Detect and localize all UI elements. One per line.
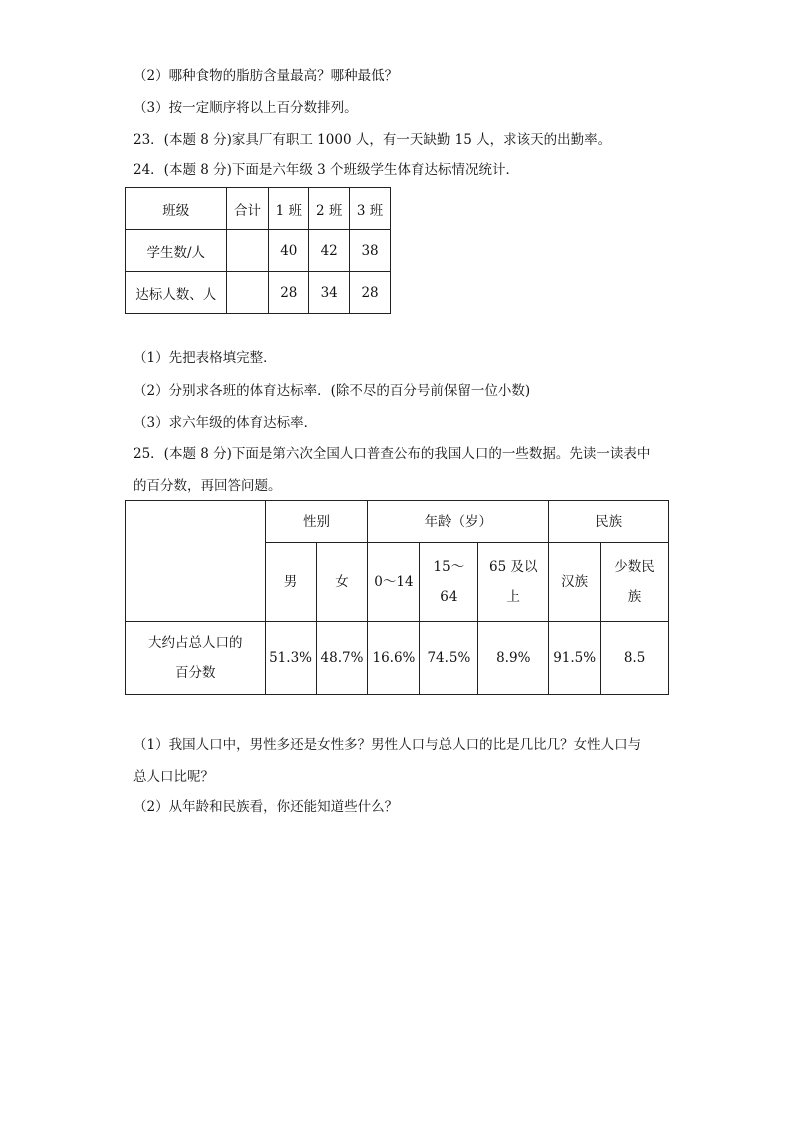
question-25-line-1: 25．(本题 8 分)下面是第六次全国人口普查公布的我国人口的一些数据。先读一读表中 — [133, 446, 651, 462]
class-fitness-table — [125, 187, 391, 314]
question-25-part-1-line-1: （1）我国人口中，男性多还是女性多？男性人口与总人口的比是几比几？女性人口与 — [133, 737, 642, 753]
table-cell: 40 — [269, 230, 309, 272]
table-header-row — [126, 188, 391, 230]
group-header-ethnicity: 民族 — [549, 501, 669, 543]
table-cell: 42 — [309, 230, 350, 272]
blank-corner-cell — [126, 501, 266, 622]
table-cell: 28 — [350, 272, 391, 314]
question-24-part-3: （3）求六年级的体育达标率． — [133, 415, 318, 431]
sub-header-cell: 男 — [265, 543, 316, 622]
question-24: 24．(本题 8 分)下面是六年级 3 个班级学生体育达标情况统计． — [133, 162, 520, 178]
sub-header-cell: 女 — [316, 543, 368, 622]
header-cell: 班级 — [126, 188, 227, 230]
question-22-part-3: （3）按一定顺序将以上百分数排列。 — [133, 100, 358, 116]
question-25-part-1-line-2: 总人口比呢？ — [133, 769, 214, 785]
table-row — [126, 230, 391, 272]
table-cell: 38 — [350, 230, 391, 272]
table-row — [126, 622, 669, 695]
table-cell: 16.6% — [368, 622, 420, 695]
table-cell: 28 — [269, 272, 309, 314]
header-cell: 2 班 — [309, 188, 350, 230]
row-label: 大约占总人口的百分数 — [126, 622, 266, 695]
question-24-part-1: （1）先把表格填完整． — [133, 350, 277, 366]
table-cell: 51.3% — [265, 622, 316, 695]
question-24-part-2: （2）分别求各班的体育达标率．(除不尽的百分号前保留一位小数) — [133, 383, 531, 399]
header-cell: 1 班 — [269, 188, 309, 230]
blank-total-cell — [226, 230, 269, 272]
row-label: 学生数/人 — [126, 230, 227, 272]
table-cell: 74.5% — [420, 622, 478, 695]
question-25-part-2: （2）从年龄和民族看，你还能知道些什么？ — [133, 799, 399, 815]
question-23: 23．(本题 8 分)家具厂有职工 1000 人，有一天缺勤 15 人，求该天的出勤率。 — [133, 132, 612, 148]
group-header-gender: 性别 — [265, 501, 368, 543]
sub-header-cell: 汉族 — [549, 543, 601, 622]
table-cell: 8.9% — [478, 622, 549, 695]
table-row — [126, 272, 391, 314]
sub-header-cell: 65 及以上 — [478, 543, 549, 622]
sub-header-cell: 0～14 — [368, 543, 420, 622]
sub-header-cell: 15～64 — [420, 543, 478, 622]
header-cell: 3 班 — [350, 188, 391, 230]
question-22-part-2: （2）哪种食物的脂肪含量最高？哪种最低？ — [133, 68, 399, 84]
question-25-line-2: 的百分数，再回答问题。 — [133, 478, 282, 494]
table-cell: 91.5% — [549, 622, 601, 695]
blank-total-cell — [226, 272, 269, 314]
table-cell: 34 — [309, 272, 350, 314]
sub-header-cell: 少数民族 — [601, 543, 669, 622]
population-table — [125, 500, 669, 695]
group-header-age: 年龄（岁） — [368, 501, 549, 543]
header-cell: 合计 — [226, 188, 269, 230]
table-cell: 8.5 — [601, 622, 669, 695]
table-group-header-row — [126, 501, 669, 543]
table-cell: 48.7% — [316, 622, 368, 695]
row-label: 达标人数、人 — [126, 272, 227, 314]
